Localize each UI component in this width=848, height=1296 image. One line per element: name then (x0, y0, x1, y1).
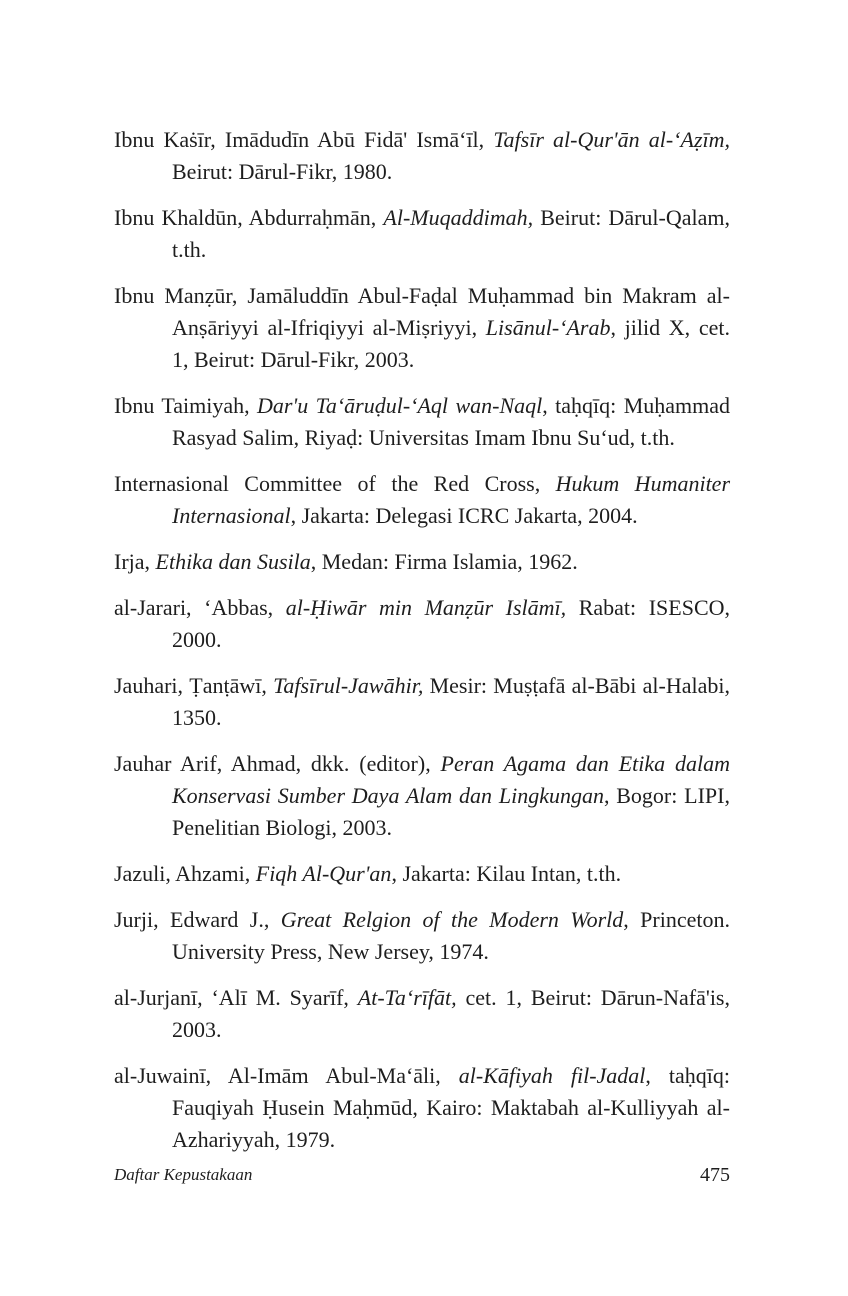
entry-text: Irja, (114, 549, 156, 574)
entry-text: al-Jurjanī, ‘Alī M. Syarīf, (114, 985, 358, 1010)
entry-title: al-Kāfiyah fil-Jadal (458, 1063, 646, 1088)
entry-text: Ibnu Khaldūn, Abdurraḥmān, (114, 205, 384, 230)
entry-text: , Medan: Firma Islamia, 1962. (310, 549, 578, 574)
bibliography-entry (114, 904, 730, 968)
bibliography-entry (114, 546, 730, 578)
footer-title: Daftar Kepustakaan (114, 1165, 253, 1184)
entry-title: al-Ḥiwār min Manẓūr Islāmī, (285, 595, 567, 620)
entry-text: Ibnu Manẓūr, Jamāluddīn Abul-Faḍal Muḥammad bin Makram al-Anṣāriyyi al-Ifriqiyyi al-Miṣriyyi, (114, 283, 730, 340)
entry-text: , Jakarta: Delegasi ICRC Jakarta, 2004. (290, 503, 638, 528)
bibliography-entry (114, 670, 730, 734)
bibliography-entry (114, 1060, 730, 1156)
entry-text: Jazuli, Ahzami, (114, 861, 256, 886)
entry-text: Beirut: Dārul-Qalam, t.th. (172, 205, 730, 262)
entry-text: cet. 1, Beirut: Dārun-Nafā'is, 2003. (172, 985, 730, 1042)
entry-text: Mesir: Muṣṭafā al-Bābi al-Halabi, 1350. (172, 673, 730, 730)
bibliography-entry (114, 202, 730, 266)
entry-text: Beirut: Dārul-Fikr, 1980. (172, 159, 393, 184)
entry-text: , Bogor: LIPI, Penelitian Biologi, 2003. (172, 783, 730, 840)
entry-title: Hukum Humaniter Internasional (172, 471, 731, 528)
bibliography-list (114, 124, 730, 1156)
entry-text: Ibnu Taimiyah, (114, 393, 258, 418)
entry-text: , jilid X, cet. 1, Beirut: Dārul-Fikr, 2003. (172, 315, 730, 372)
page-number: 475 (700, 1164, 730, 1186)
bibliography-entry (114, 280, 730, 376)
entry-text: , taḥqīq: Fauqiyah Ḥusein Maḥmūd, Kairo: Maktabah al-Kulliyyah al-Azhariyyah, 1979. (172, 1063, 730, 1152)
entry-title: Fiqh Al-Qur'an (255, 861, 392, 886)
entry-title: Tafsīr al-Qur'ān al-‘Aẓīm, (493, 127, 731, 152)
entry-title: Ethika dan Susila (155, 549, 311, 574)
entry-text: al-Jarari, ‘Abbas, (114, 595, 286, 620)
bibliography-entry (114, 124, 730, 188)
entry-text: Jauhar Arif, Ahmad, dkk. (editor), (114, 751, 441, 776)
bibliography-entry (114, 982, 730, 1046)
entry-text: , Princeton. University Press, New Jersey, 1974. (172, 907, 730, 964)
bibliography-entry (114, 390, 730, 454)
bibliography-page (114, 124, 730, 1170)
bibliography-entry (114, 858, 730, 890)
entry-title: Al-Muqaddimah, (383, 205, 534, 230)
entry-text: Rabat: ISESCO, 2000. (172, 595, 731, 652)
entry-text: al-Juwainī, Al-Imām Abul-Ma‘āli, (114, 1063, 459, 1088)
bibliography-entry (114, 748, 730, 844)
entry-title: Peran Agama dan Etika dalam Konservasi Sumber Daya Alam dan Lingkungan (172, 751, 731, 808)
entry-title: Tafsīrul-Jawāhir, (273, 673, 424, 698)
entry-title: Dar'u Ta‘āruḍul-‘Aql wan-Naql (257, 393, 543, 418)
entry-text: Jauhari, Ṭanṭāwī, (114, 673, 274, 698)
entry-text: Jurji, Edward J., (114, 907, 281, 932)
entry-text: Internasional Committee of the Red Cross, (114, 471, 556, 496)
bibliography-entry (114, 592, 730, 656)
entry-text: Ibnu Kaṡīr, Imādudīn Abū Fidā' Ismā‘īl, (114, 127, 494, 152)
entry-text: , taḥqīq: Muḥammad Rasyad Salim, Riyaḍ: Universitas Imam Ibnu Su‘ud, t.th. (172, 393, 731, 450)
entry-title: Great Relgion of the Modern World (280, 907, 624, 932)
entry-title: At-Ta‘rīfāt, (357, 985, 457, 1010)
entry-text: , Jakarta: Kilau Intan, t.th. (391, 861, 622, 886)
page-footer (114, 1162, 730, 1190)
bibliography-entry (114, 468, 730, 532)
entry-title: Lisānul-‘Arab (485, 315, 611, 340)
